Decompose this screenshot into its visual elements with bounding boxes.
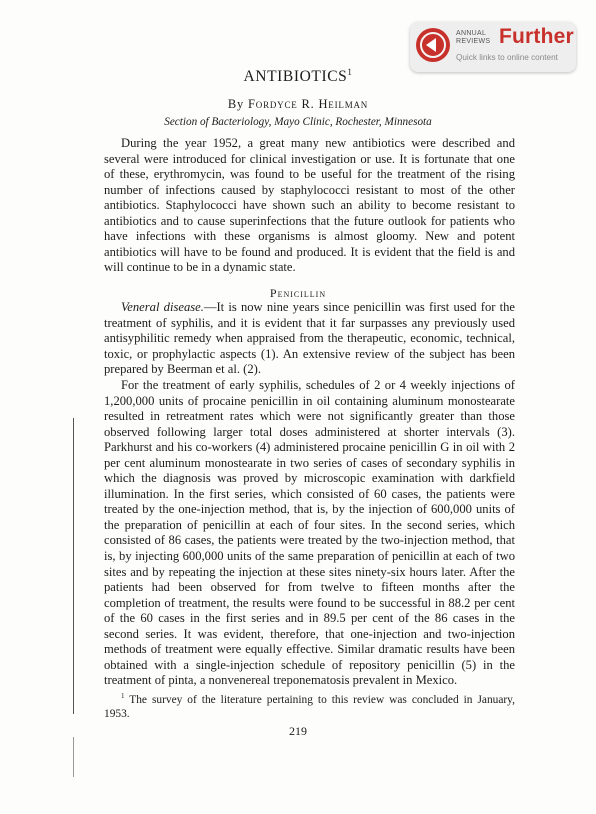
article-title: ANTIBIOTICS$^1$ <box>243 67 353 86</box>
intro-paragraph: During the year 1952, a great many new antibiotics were described and several were introduced for clinical investigation or use. It is fortunate that one of these, erythromycin, was found to be useful for the treatment of the rising number of infections caused by staphylococci resistant to most of the other antibiotics. Staphylococci have shown such an ability to become resistant to antibiotics and to cause superinfections that the future outlook for patients who have infections with these organisms is almost gloomy. New and potent antibiotics will have to be found and produced. It is evident that the field is and will continue to be in a dynamic state. <box>104 136 515 275</box>
further-subtitle: Quick links to online content <box>456 53 558 62</box>
footnote-text: The survey of the literature pertaining to this review was concluded in January, 1953. <box>104 693 515 720</box>
author-line <box>0 97 596 112</box>
margin-rule-lower <box>73 737 74 777</box>
author-prefix: By <box>227 97 245 111</box>
title-footnote-mark: 1 <box>347 67 353 77</box>
venereal-text: —It is now nine years since penicillin was first used for the treatment of syphilis, and it is evident that it far surpasses any previously used antisyphilitic remedy when appraised from the therapeutic, economic, technical, toxic, or prophylactic aspects (1). An extensive review of the subject has been prepared by Beerman et al. (2). <box>104 300 516 377</box>
venereal-lead: Veneral disease. <box>121 300 204 314</box>
treatment-paragraph: For the treatment of early syphilis, schedules of 2 or 4 weekly injections of 1,200,000 units of procaine penicillin in oil containing aluminum monostearate resulted in retreatment rates which were not significantly greater than those observed following larger total doses administered at shorter intervals (3). Parkhurst and his co-workers (4) administered procaine penicillin G in oil with 2 per cent aluminum monostearate in two series of cases of secondary syphilis in which the diagnosis was proved by microscopic examination with darkfield illumination. In the first series, which consisted of 60 cases, the patients were treated by the one-injection method, that is, by the injection of 600,000 units of the preparation of penicillin at each of four sites. In the second series, which consisted of 86 cases, the patients were treated by the two-injection method, that is, by injecting 600,000 units of the same preparation of penicillin at each of two sites and by repeating the injection at these sites ninety-six hours later. After the patients had been observed for from twelve to fifteen months after the completion of treatment, the results were found to be successful in 88.2 per cent of the 60 cases in the first series and in 89.5 per cent of the 86 cases in the second series. It was evident, therefore, that one-injection and two-injection methods of treatment were equally effective. Similar dramatic results have been obtained with a single-injection schedule of repository penicillin (5) in the treatment of pinta, a nonvenereal treponematosis prevalent in Mexico. <box>104 378 515 688</box>
margin-rule <box>73 418 74 714</box>
back-arrow-icon <box>416 28 450 62</box>
footnote-mark: 1 <box>121 692 125 700</box>
publisher-label: ANNUAL REVIEWS <box>456 30 491 45</box>
section-heading: Penicillin <box>269 286 327 300</box>
further-label: Further <box>499 25 574 48</box>
further-badge[interactable] <box>410 22 576 72</box>
author-name: Fordyce R. Heilman <box>248 97 369 111</box>
footnote <box>104 689 515 721</box>
venereal-paragraph <box>104 300 515 378</box>
page-number: 219 <box>289 724 307 738</box>
affiliation: Section of Bacteriology, Mayo Clinic, Rochester, Minnesota <box>164 116 432 128</box>
